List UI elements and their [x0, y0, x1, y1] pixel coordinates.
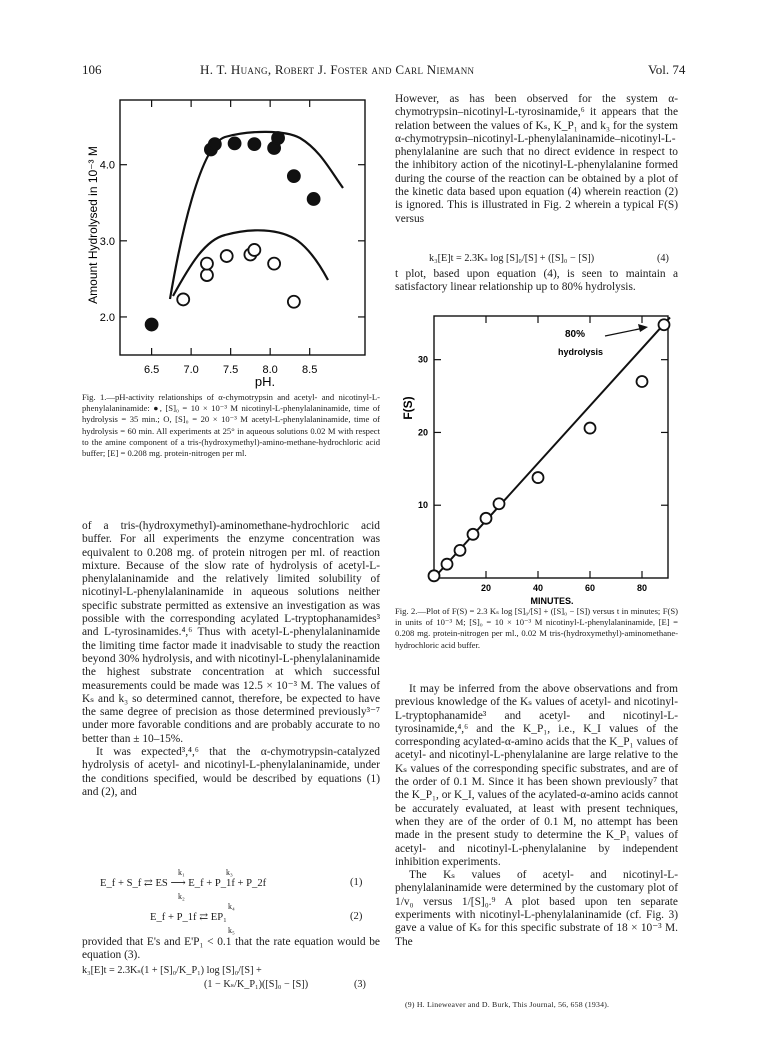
figure-1-open-point — [221, 250, 233, 262]
figure-2-annotation-hydrolysis: hydrolysis — [558, 347, 604, 357]
figure-2-annotation-80-percent: 80% — [565, 329, 586, 340]
figure-1-x-tick-label: 7.0 — [183, 364, 199, 376]
figure-2-open-point — [468, 529, 479, 540]
figure-2-x-tick-label: 60 — [584, 583, 596, 593]
left-paragraph-3: provided that E's and E'P₁ < 0.1 that the rate equation would be equation (3). — [82, 936, 380, 962]
figure-1-filled-point — [229, 137, 241, 149]
figure-1-fit-curves — [170, 132, 343, 299]
figure-1-frame — [120, 100, 365, 355]
equation-3-line-2: (1 − Kₛ/K_P₁)([S]₀ − [S]) — [204, 979, 309, 990]
figure-1-open-point — [268, 258, 280, 270]
figure-1-filled-point — [209, 138, 221, 150]
right-paragraph-1: However, as has been observed for the system α-chymotrypsin–nicotinyl-L-tyrosinamide,⁶ it appears that the relation between the values of Kₛ, K_P₁ and k₃ for the system α-chymotrypsin–nicotinyl-L-phenylalaninamide–nicotinyl-L-phenylalanine are such that no direct evidence in respect to the inhibitory action of the nicotinyl-L-phenylalanine formed during the course of the reaction can be obtained by a plot of the kinetic data based upon equation (4) wherein reaction (2) is ignored. This is illustrated in Fig. 2 wherein a typical F(S) versus — [395, 93, 678, 225]
figure-1-open-point — [288, 296, 300, 308]
figure-1-open-point — [248, 244, 260, 256]
running-header — [0, 62, 765, 82]
figure-2-y-tick-label: 20 — [417, 427, 428, 438]
figure-1-open-curve — [173, 230, 328, 296]
equation-4-body: k₃[E]t = 2.3Kₛ log [S]₀/[S] + ([S]₀ − [S]) — [429, 253, 595, 264]
figure-2-x-tick-label: 80 — [636, 583, 648, 593]
right-column-bottom — [395, 683, 678, 949]
figure-2-caption: Fig. 2.—Plot of F(S) = 2.3 Kₛ log [S]₀/[S] + ([S]₀ − [S]) versus t in minutes; F(S) in units of 10⁻³ M; [S]₀ = 10 × 10⁻³ M nicotinyl-L-phenylalaninamide, [E] = 0.208 mg. protein-nitrogen per ml., 0.02 M tris-(hydroxymethyl)-aminomethane-hydrochloric acid buffer. — [395, 606, 678, 650]
figure-1-filled-point — [288, 170, 300, 182]
equation-2-body: E_f + P_1f ⇄ EP₁ — [150, 912, 227, 923]
footnote-9: (9) H. Lineweaver and D. Burk, This Journal, 56, 658 (1934). — [405, 1000, 610, 1009]
author-line: H. T. Huang, Robert J. Foster and Carl Niemann — [200, 62, 475, 77]
figure-2-open-point — [533, 472, 544, 483]
left-column-body — [82, 520, 380, 799]
figure-1-x-axis-label: pH. — [254, 374, 276, 389]
figure-1-open-point — [201, 269, 213, 281]
figure-1-filled-point — [248, 138, 260, 150]
equation-2-number: (2) — [350, 911, 363, 922]
figure-1-y-tick-label: 2.0 — [99, 311, 115, 324]
page-number: 106 — [82, 62, 102, 77]
left-paragraph-1: of a tris-(hydroxymethyl)-aminomethane-hydrochloric acid buffer. For all experiments the enzyme concentration was equivalent to 0.208 mg. of protein nitrogen per ml. of reaction mixture. Because of the slow rate of hydrolysis of acetyl-L-phenylalaninamide and the relatively limited solubility of nicotinyl-L-phenylalaninamide in aqueous solutions neither specific substrate permitted as extensive an investigation as was possible with the corresponding acylated L-tryptophanamides³ and L-tyrosinamides.⁴,⁶ Thus with acetyl-L-phenylalaninamide the limiting time factor made it inadvisable to study the reaction beyond 30% hydrolysis, and with nicotinyl-L-phenylalaninamide the highest substrate concentration at which successful measurements could be made was 12.5 × 10⁻³ M. The values of Kₛ and k₃ so determined cannot, therefore, be expected to have the same degree of precision as those determined previously³⁻⁷ under more favorable conditions and are probably accurate to no better than ± 10–15%. — [82, 520, 380, 745]
left-paragraph-2: It was expected³,⁴,⁶ that the α-chymotrypsin-catalyzed hydrolysis of acetyl- and nicotinyl-L-phenylalaninamide, under the conditions specified, would be described by equations (1) and (2), and — [82, 746, 380, 798]
equation-3-line-1: k₃[E]t = 2.3Kₛ(1 + [S]₀/K_P₁) log [S]₀/[S] + — [82, 965, 262, 976]
figure-1-filled-point — [272, 132, 284, 144]
equation-1-body: E_f + S_f ⇄ ES ⟶ E_f + P_1f + P_2f — [100, 878, 267, 889]
equation-4-number: (4) — [657, 253, 669, 264]
figure-1-caption: Fig. 1.—pH-activity relationships of α-chymotrypsin and acetyl- and nicotinyl-L-phenylalaninamide: ●, [S]₀ = 10 × 10⁻³ M nicotinyl-L-phenylalaninamide, time of hydrolysis = 35 min.; O, [S]₀ = 20 × 10⁻³ M acetyl-L-phenylalaninamide, time of hydrolysis = 60 min. All experiments at 25° in aqueous solutions 0.02 M with respect to the amine component of a tris-(hydroxymethyl)-amino-methane-hydrochloric acid buffer; [E] = 0.208 mg. protein-nitrogen per ml. — [82, 392, 380, 459]
equation-3-number: (3) — [354, 979, 366, 990]
figure-2-open-point — [481, 513, 492, 524]
figure-1-x-tick-label: 8.5 — [302, 364, 318, 376]
right-paragraph-4: The Kₛ values of acetyl- and nicotinyl-L-phenylalaninamide were determined by the customary plot of 1/v₀ versus 1/[S]₀.⁹ A plot based upon ten separate experiments with nicotinyl-L-phenylalaninamide (cf. Fig. 3) gave a value of Kₛ for this specific substrate of 18 × 10⁻³ M. The — [395, 869, 678, 948]
figure-1-filled-point — [146, 319, 158, 331]
right-column-after-eq4 — [395, 268, 678, 295]
figure-2-fs-vs-time-plot — [400, 308, 685, 608]
figure-2-open-point — [455, 545, 466, 556]
figure-2-annotation-arrow — [605, 324, 648, 336]
figure-2-y-tick-label: 10 — [417, 500, 428, 511]
figure-2-x-tick-label: 40 — [532, 583, 544, 593]
figure-1-filled-curve — [170, 132, 343, 299]
right-paragraph-3: It may be inferred from the above observations and from previous knowledge of the Kₛ values of acetyl- and nicotinyl-L-tryptophanamide³ and acetyl- and nicotinyl-L-tyrosinamide,⁴,⁶ and the K_P₁, i.e., K_I values of the corresponding acylated-α-amino acids that the K_P₁ values of acetyl- and nicotinyl-L-phenylalanine are large relative to the Kₛ values of the corresponding specific substrates, and are of the order of 0.1 M. Since it has been shown previously⁷ that the K_P₁, or K_I, values of the acylated-α-amino acids cannot be accurately evaluated, at least with present techniques, when they are of the order of 0.1 M, no attempt has been made in the present study to determine the K_P₁ values of acetyl- and nicotinyl-L-phenylalanine by independent inhibition experiments. — [395, 683, 678, 868]
figure-1-y-tick-label: 4.0 — [99, 159, 115, 172]
equation-4 — [395, 253, 678, 267]
right-paragraph-2: t plot, based upon equation (4), is seen to maintain a satisfactory linear relationship up to 80% hydrolysis. — [395, 268, 678, 294]
figure-1-open-point — [201, 258, 213, 270]
figure-2-open-point — [429, 570, 440, 581]
figure-2-open-point — [659, 319, 670, 330]
equation-2 — [100, 902, 370, 936]
equation-1-k2: k₂ — [178, 892, 185, 901]
figure-2-x-axis-label: MINUTES. — [530, 596, 574, 606]
figure-2-open-point — [494, 498, 505, 509]
figure-2-y-axis-label: F(S) — [401, 396, 415, 420]
right-column-top — [395, 93, 678, 226]
figure-2-x-tick-label: 20 — [480, 583, 492, 593]
figure-1-x-tick-label: 8.0 — [262, 364, 278, 376]
equation-1-number: (1) — [350, 877, 363, 888]
figure-1-x-tick-label: 7.5 — [222, 364, 239, 376]
equation-1-k1: k₁ — [178, 868, 185, 877]
figure-1-open-point — [177, 293, 189, 305]
figure-2-open-point — [442, 559, 453, 570]
figure-1-x-tick-label: 6.5 — [143, 364, 160, 376]
figure-2-y-tick-label: 30 — [417, 354, 428, 365]
figure-1-y-axis-label: Amount Hydrolysed in 10⁻³ M — [86, 146, 100, 304]
figure-2-open-point — [637, 376, 648, 387]
volume-label: Vol. 74 — [648, 62, 686, 77]
figure-1-ph-activity-plot — [85, 90, 375, 390]
equation-3 — [82, 965, 380, 995]
figure-1-y-tick-label: 3.0 — [99, 235, 115, 248]
equation-2-k5: k₅ — [228, 926, 235, 935]
figure-2-open-point — [585, 423, 596, 434]
equation-2-k4: k₄ — [228, 902, 235, 911]
equation-1-k3: k₃ — [226, 868, 233, 877]
equation-1 — [100, 868, 370, 902]
figure-1-filled-point — [308, 193, 320, 205]
left-column-body-tail — [82, 936, 380, 963]
